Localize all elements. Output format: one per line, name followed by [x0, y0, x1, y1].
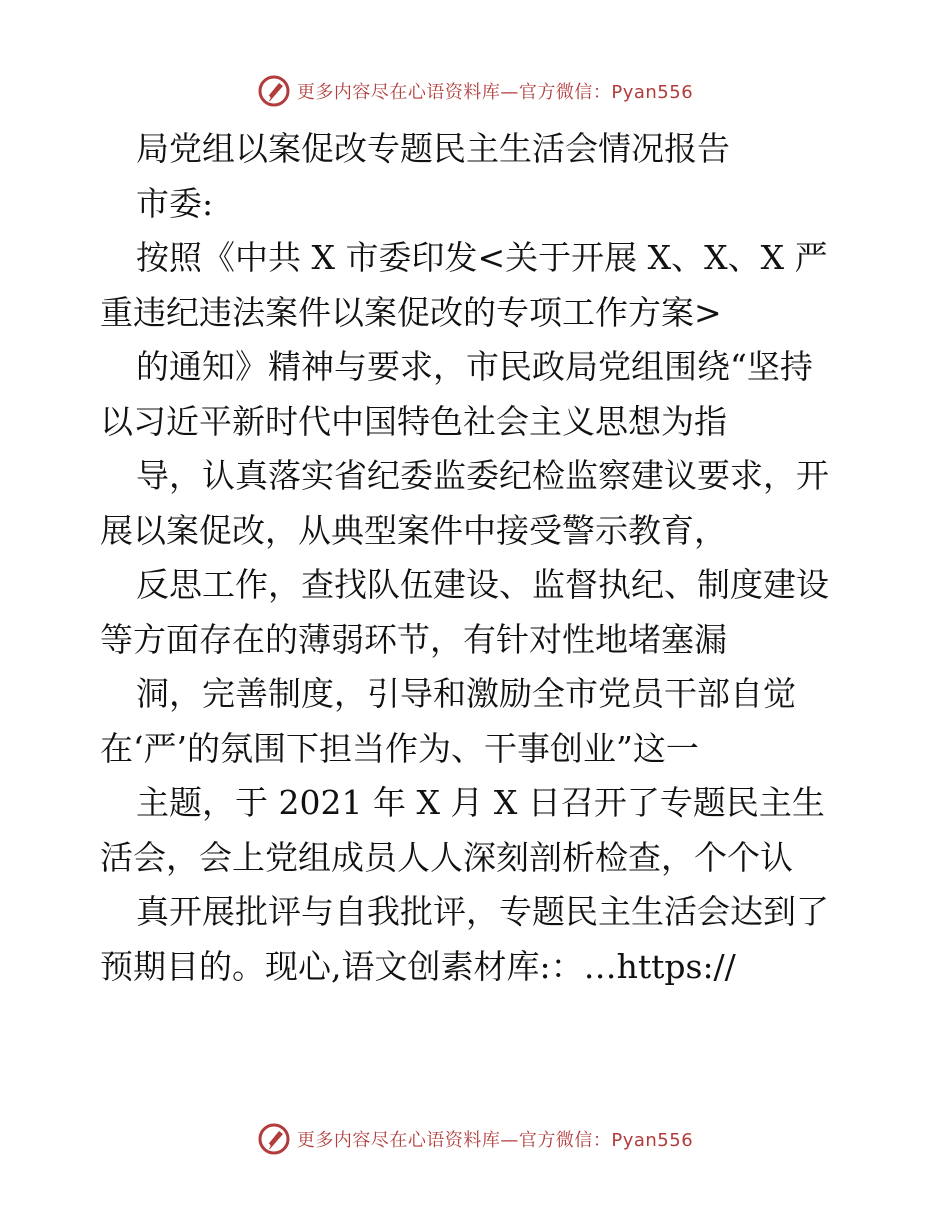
text-line: 活会，会上党组成员人人深刻剖析检查，个个认 — [100, 837, 793, 877]
text-line: 主题，于 2021 年 X 月 X 日召开了专题民主生 — [136, 783, 825, 822]
pen-logo-icon — [257, 1122, 291, 1156]
text-line: 在‘严’的氛围下担当作为、干事创业”这一 — [100, 728, 699, 768]
header-watermark-text: 更多内容尽在心语资料库—官方微信：Pyan556 — [296, 82, 694, 103]
document-body — [100, 122, 860, 994]
footer-watermark — [0, 1119, 950, 1159]
text-line: 市委: — [136, 183, 214, 223]
text-line: 预期目的。现心,语文创素材库:：…https:// — [100, 946, 736, 986]
footer-watermark-text: 更多内容尽在心语资料库—官方微信：Pyan556 — [296, 1130, 694, 1151]
text-line: 按照《中共 X 市委印发<关于开展 X、X、X 严 — [136, 238, 828, 277]
document-title: 局党组以案促改专题民主生活会情况报告 — [136, 129, 730, 168]
text-line: 洞，完善制度，引导和激励全市党员干部自觉 — [136, 674, 796, 713]
text-line: 以习近平新时代中国特色社会主义思想为指 — [100, 401, 727, 441]
text-line: 的通知》精神与要求，市民政局党组围绕“坚持 — [136, 347, 813, 386]
text-line: 反思工作，查找队伍建设、监督执纪、制度建设 — [136, 565, 829, 604]
pen-logo-icon — [257, 74, 291, 108]
text-line: 等方面存在的薄弱环节，有针对性地堵塞漏 — [100, 619, 727, 659]
text-line: 真开展批评与自我批评，专题民主生活会达到了 — [136, 892, 829, 931]
text-line: 展以案促改，从典型案件中接受警示教育， — [100, 510, 727, 550]
header-watermark — [0, 71, 950, 111]
text-line: 导，认真落实省纪委监委纪检监察建议要求，开 — [136, 456, 829, 495]
text-line: 重违纪违法案件以案促改的专项工作方案> — [100, 292, 722, 332]
